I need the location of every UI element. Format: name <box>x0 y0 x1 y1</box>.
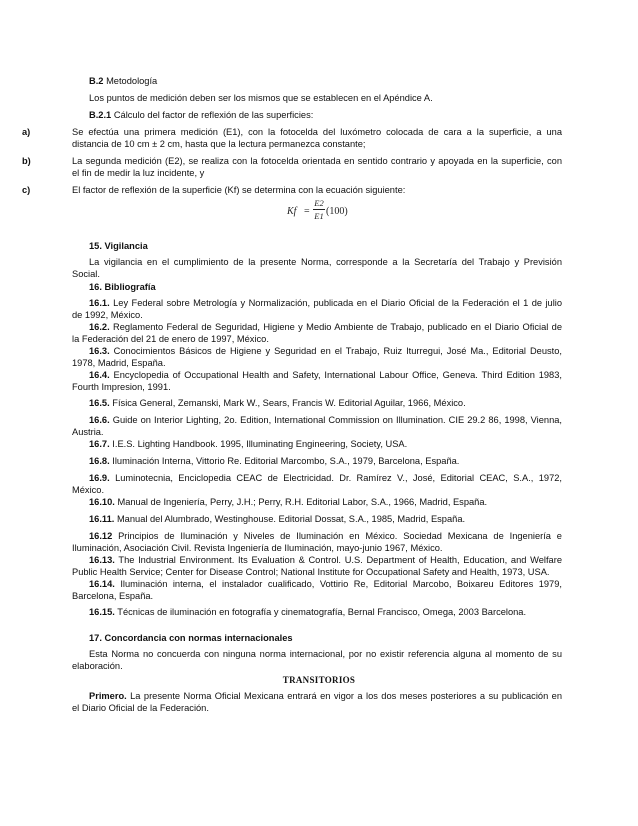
entry-continuation: Barcelona, España. <box>72 591 154 601</box>
section-title: Metodología <box>106 76 158 86</box>
entry-text: Técnicas de iluminación en fotografía y cinematografía, Bernal Francisco, Omega, 2003 Barcelona. <box>117 607 527 617</box>
entry-text: Ley Federal sobre Metrología y Normalización, publicada en el Diario Oficial de la Federación el 1 de julio <box>113 298 562 308</box>
bibliography-entry <box>89 554 562 566</box>
section-15-line2: Social. <box>72 269 100 279</box>
entry-continuation: 1978, Madrid, España. <box>72 358 166 368</box>
transitorios-heading: TRANSITORIOS <box>282 675 356 685</box>
entry-number: 16.6. <box>89 415 110 425</box>
b2-intro-text: Los puntos de medición deben ser los mismos que se establecen en el Apéndice A. <box>89 93 433 103</box>
entry-text: Reglamento Federal de Seguridad, Higiene y Medio Ambiente de Trabajo, publicado en el Diario Oficial de <box>113 322 562 332</box>
entry-continuation: México. <box>72 485 105 495</box>
entry-number: 16.10. <box>89 497 115 507</box>
reflection-factor-equation <box>287 198 357 226</box>
bibliography-entry <box>89 297 562 309</box>
bibliography-entry <box>89 397 466 409</box>
transitorios-text: La presente Norma Oficial Mexicana entrará en vigor a los dos meses posteriores a su publicación en <box>130 691 562 701</box>
transitorios-line2: el Diario Oficial de la Federación. <box>72 703 209 713</box>
entry-continuation: Austria. <box>72 427 104 437</box>
entry-number: 16.13. <box>89 555 115 565</box>
entry-number: 16.1. <box>89 298 110 308</box>
equation-equals: = <box>304 206 310 217</box>
item-b-marker: b) <box>22 156 31 166</box>
entry-number: 16.8. <box>89 456 110 466</box>
entry-text: Principios de Iluminación y Niveles de Iluminación en México. Sociedad Mexicana de Ingeniería e <box>118 531 562 541</box>
bibliography-entry <box>89 513 465 525</box>
entry-number: 16.4. <box>89 370 110 380</box>
bibliography-entry <box>89 530 562 542</box>
entry-continuation: Fourth Impresion, 1991. <box>72 382 171 392</box>
entry-text: I.E.S. Lighting Handbook. 1995, Illuminating Engineering, Society, USA. <box>112 439 408 449</box>
entry-continuation: Public Health Service; Center for Disease Control; National Institute for Occupational Safety and Health, 1973, USA. <box>72 567 550 577</box>
item-b-line2: el fin de medir la luz incidente, y <box>72 168 205 178</box>
entry-number: 16.7. <box>89 439 110 449</box>
section-b21-heading <box>89 109 313 121</box>
section-number: B.2.1 <box>89 110 112 120</box>
item-a-marker: a) <box>22 127 31 137</box>
entry-continuation: Iluminación, Asociación Civil. Revista Ingeniería de Iluminación, mayo-junio 1967, México. <box>72 543 443 553</box>
entry-text: Iluminación Interna, Vittorio Re. Editorial Marcombo, S.A., 1979, Barcelona, España. <box>112 456 460 466</box>
transitorios-label: Primero. <box>89 691 127 701</box>
entry-text: Conocimientos Básicos de Higiene y Seguridad en el Trabajo, Ruiz Iturregui, José Ma., Editorial Deusto, <box>113 346 562 356</box>
entry-text: Manual del Alumbrado, Westinghouse. Editorial Dossat, S.A., 1985, Madrid, España. <box>116 514 466 524</box>
item-c-marker: c) <box>22 185 31 195</box>
equation-multiplier: (100) <box>326 206 348 217</box>
section-17-line2: elaboración. <box>72 661 123 671</box>
item-a-line2: distancia de 10 cm ± 2 cm, hasta que la lectura permanezca constante; <box>72 139 366 149</box>
section-16-heading: 16. Bibliografía <box>89 282 156 292</box>
transitorios-line1 <box>89 690 562 702</box>
section-15-heading: 15. Vigilancia <box>89 241 148 251</box>
entry-number: 16.15. <box>89 607 115 617</box>
item-c-line1: El factor de reflexión de la superficie (Kf) se determina con la ecuación siguiente: <box>72 185 406 195</box>
section-b2-heading <box>89 75 157 87</box>
entry-text: The Industrial Environment. Its Evaluation & Control. U.S. Department of Health, Education, and Welfare <box>118 555 562 565</box>
entry-text: Guide on Interior Lighting, 2o. Edition, International Commission on Illumination. CIE 29.2 86, 1998, Vienna, <box>112 415 563 425</box>
entry-text: Física General, Zemanski, Mark W., Sears, Francis W. Editorial Aguilar, 1966, México. <box>112 398 466 408</box>
entry-number: 16.3. <box>89 346 110 356</box>
bibliography-entry <box>89 472 562 484</box>
equation-numerator: E2 <box>314 198 324 208</box>
entry-number: 16.5. <box>89 398 110 408</box>
bibliography-entry <box>89 345 562 357</box>
entry-text: Encyclopedia of Occupational Health and Safety, International Labour Office, Geneva. Third Edition 1983, <box>113 370 562 380</box>
entry-number: 16.2. <box>89 322 110 332</box>
item-a-line1: Se efectúa una primera medición (E1), con la fotocelda del luxómetro colocada de cara a la superficie, a una <box>72 127 562 137</box>
section-15-line1: La vigilancia en el cumplimiento de la presente Norma, corresponde a la Secretaría del Trabajo y Previsión <box>89 257 562 267</box>
bibliography-entry <box>89 578 562 590</box>
entry-text: Manual de Ingeniería, Perry, J.H.; Perry, R.H. Editorial Labor, S.A., 1966, Madrid, España. <box>117 497 488 507</box>
entry-number: 16.12 <box>89 531 113 541</box>
entry-continuation: la Federación del 21 de enero de 1997, México. <box>72 334 269 344</box>
bibliography-entry <box>89 414 562 426</box>
equation-fraction <box>313 198 325 221</box>
bibliography-entry <box>89 455 459 467</box>
bibliography-entry <box>89 321 562 333</box>
entry-number: 16.11. <box>89 514 115 524</box>
section-17-heading: 17. Concordancia con normas internacionales <box>89 633 293 643</box>
entry-number: 16.9. <box>89 473 110 483</box>
bibliography-entry <box>89 438 407 450</box>
equation-denominator: E1 <box>314 211 324 221</box>
section-title: Cálculo del factor de reflexión de las superficies: <box>113 110 314 120</box>
bibliography-entry <box>89 606 526 618</box>
entry-number: 16.14. <box>89 579 115 589</box>
entry-text: Iluminación interna, el instalador cualificado, Vottirio Re, Editorial Marcobo, Boixareu Editores 1979, <box>120 579 562 589</box>
equation-lhs: Kf <box>287 206 297 217</box>
bibliography-entry <box>89 496 487 508</box>
bibliography-entry <box>89 369 562 381</box>
fraction-bar <box>313 209 325 210</box>
item-b-line1: La segunda medición (E2), se realiza con la fotocelda orientada en sentido contrario y apoyada en la superficie, con <box>72 156 562 166</box>
entry-text: Luminotecnia, Enciclopedia CEAC de Electricidad. Dr. Ramírez V., José, Editorial CEAC, S.A., 1972, <box>115 473 562 483</box>
entry-continuation: de 1992, México. <box>72 310 143 320</box>
section-17-line1: Esta Norma no concuerda con ninguna norma internacional, por no existir referencia alguna al momento de su <box>89 649 562 659</box>
section-number: B.2 <box>89 76 104 86</box>
